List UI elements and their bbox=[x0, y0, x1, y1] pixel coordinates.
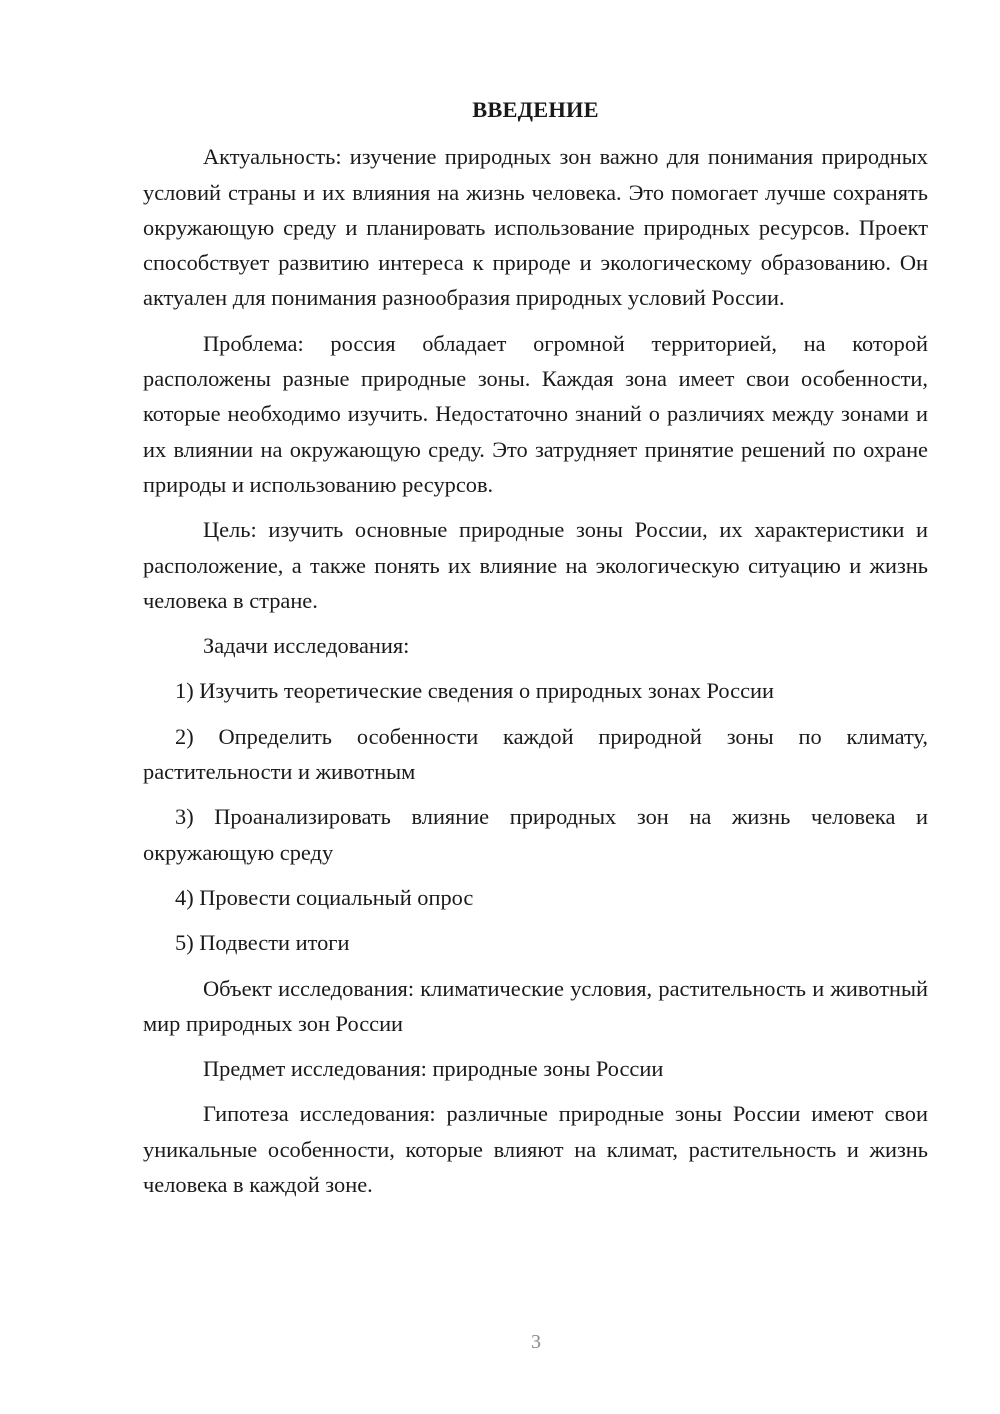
task-item-1: 1) Изучить теоретические сведения о природных зонах России bbox=[175, 678, 774, 704]
task-item-5: 5) Подвести итоги bbox=[175, 930, 350, 956]
paragraph-goal: Цель: изучить основные природные зоны России, их характеристики и расположение, а также понять их влияние на экологическую ситуацию и жизнь человека в стране. bbox=[143, 517, 928, 613]
task-item-4: 4) Провести социальный опрос bbox=[175, 884, 474, 910]
page-number: 3 bbox=[531, 1331, 541, 1353]
tasks-heading: Задачи исследования: bbox=[203, 633, 410, 659]
paragraph-hypothesis: Гипотеза исследования: различные природные зоны России имеют свои уникальные особенности, которые влияют на климат, растительность и жизнь человека в каждой зоне. bbox=[143, 1101, 928, 1198]
paragraph-subject: Предмет исследования: природные зоны России bbox=[203, 1056, 664, 1082]
document-body bbox=[143, 92, 928, 1212]
document-title: ВВЕДЕНИЕ bbox=[472, 97, 599, 122]
paragraph-problem: Проблема: россия обладает огромной территорией, на которой расположены разные природные зоны. Каждая зона имеет свои особенности, которые необходимо изучить. Недостаточно знаний о различиях между зонами и их влиянии на окружающую среду. Это затрудняет принятие решений по охране природы и использованию ресурсов. bbox=[143, 330, 928, 497]
task-item-2: 2) Определить особенности каждой природной зоны по климату, растительности и животным bbox=[143, 723, 928, 785]
task-item-3: 3) Проанализировать влияние природных зон на жизнь человека и окружающую среду bbox=[143, 804, 928, 865]
paragraph-object: Объект исследования: климатические условия, растительность и животный мир природных зон России bbox=[143, 975, 928, 1036]
paragraph-relevance: Актуальность: изучение природных зон важно для понимания природных условий страны и их влияния на жизнь человека. Это помогает лучше сохранять окружающую среду и планировать использование природных ресурсов. Проект способствует развитию интереса к природе и экологическому образованию. Он актуален для понимания разнообразия природных условий России. bbox=[143, 144, 928, 311]
